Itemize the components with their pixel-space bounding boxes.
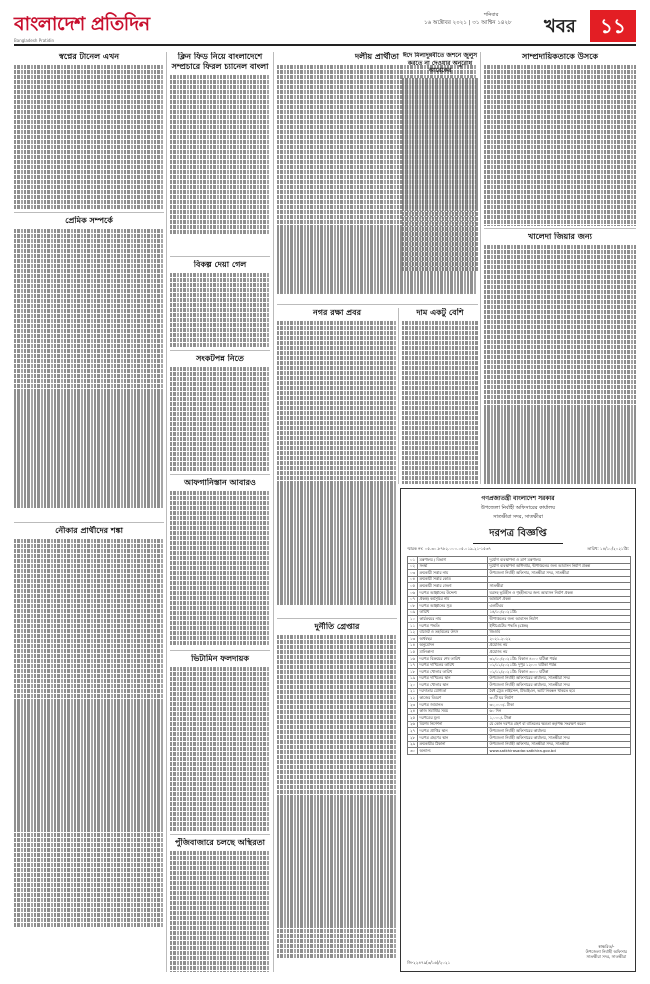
- row-value: জিওবি: [488, 629, 631, 636]
- row-value: উপজেলা নির্বাহী অফিসারের কার্যালয়, সাতক্ষীরা সদর: [488, 675, 631, 682]
- row-value: উপজেলা নির্বাহী অফিসারের কার্যালয়, সাতক্ষীরা সদর: [488, 735, 631, 742]
- row-number: ১২: [408, 629, 418, 636]
- row-label: অনুমোদন: [418, 642, 488, 649]
- row-label: দরপত্র বিক্রয়ের শেষ তারিখ: [418, 655, 488, 662]
- notice-ref-date: তারিখ: ১৪/১০/২০২১খ্রি:: [587, 546, 629, 551]
- row-number: ০৩: [408, 570, 418, 577]
- row-label: কাজ সমাপ্তির সময়: [418, 708, 488, 715]
- signature-block: [586, 944, 627, 959]
- row-value: ৩০টি ঘর নির্মাণ: [488, 695, 631, 702]
- row-label: ক্রয়কারীর ঠিকানা: [418, 741, 488, 748]
- row-number: ১৮: [408, 669, 418, 676]
- row-value: www.satkhirasadar.satkhira.gov.bd: [488, 748, 631, 755]
- row-label: বাজেট ও তহবিলের উৎস: [418, 629, 488, 636]
- headline: প্রেমিক সম্পর্কে: [65, 216, 113, 225]
- row-value: এলটিএম: [488, 603, 631, 610]
- headline: স্বপ্নের টানেল এখন: [58, 52, 120, 61]
- article-body: [170, 851, 270, 972]
- column-rule: [398, 308, 399, 484]
- logo-text: বাংলাদেশ প্রতিদিন: [14, 13, 150, 35]
- article-body: [170, 273, 270, 347]
- row-value: দুর্যোগ ব্যবস্থাপনা অধিদপ্তর, দ্বীপাঞ্চলের জন্য আবাসন নির্মাণ প্রকল্প: [488, 563, 631, 570]
- divider: [170, 650, 270, 651]
- row-number: ২০: [408, 682, 418, 689]
- row-label: দরপত্র গ্রহণের স্থান: [418, 735, 488, 742]
- article-clean-feed: [170, 52, 270, 254]
- headline: দলীয় প্রার্থীতা: [354, 52, 400, 61]
- notice-reference: [401, 546, 635, 553]
- row-number: ০২: [408, 563, 418, 570]
- page-number: ১১: [590, 10, 636, 42]
- divider: [484, 228, 636, 229]
- notice-row: [408, 609, 631, 616]
- row-value: ০১/১১/২০২১খ্রি: দুপুর ১২:০০ ঘটিকা পর্যন্ত: [488, 662, 631, 669]
- row-value: [488, 576, 631, 583]
- row-value: ০১/১১/২০২১খ্রি: বিকাল ৩:০০ ঘটিকা: [488, 669, 631, 676]
- headline: সংকটপন্ন নিতে: [196, 354, 244, 363]
- row-label: প্রকল্প/ কর্মসূচির নাম: [418, 596, 488, 603]
- row-number: ০৫: [408, 583, 418, 590]
- notice-row: [408, 741, 631, 748]
- notice-row: [408, 576, 631, 583]
- notice-row: [408, 702, 631, 709]
- row-number: ০৬: [408, 589, 418, 596]
- article-price: [402, 308, 478, 484]
- row-label: তারিখ: [418, 609, 488, 616]
- row-number: ০৪: [408, 576, 418, 583]
- notice-row: [408, 688, 631, 695]
- notice-place: সাতক্ষীরা সদর, সাতক্ষীরা: [493, 514, 543, 520]
- headline: নৌকার প্রার্থীদের শঙ্কা: [55, 526, 123, 535]
- row-number: ১৯: [408, 675, 418, 682]
- notice-row: [408, 715, 631, 722]
- headline: দুর্নীতি গ্রেপ্তার: [314, 622, 360, 631]
- row-value: দুর্যোগ ব্যবস্থাপনা ও ত্রাণ মন্ত্রণালয়: [488, 557, 631, 564]
- row-value: ৬০ দিন: [488, 708, 631, 715]
- row-label: কার্যক্রমের নাম: [418, 616, 488, 623]
- notice-row: [408, 675, 631, 682]
- row-number: ২৪: [408, 708, 418, 715]
- row-value: ১,০০০/- টাকা: [488, 715, 631, 722]
- row-number: ১৭: [408, 662, 418, 669]
- row-label: দরপত্র আহ্বানের সূত্র: [418, 603, 488, 610]
- row-label: দরপত্র জামানত: [418, 702, 488, 709]
- row-label: মালিকানা: [418, 649, 488, 656]
- row-number: ৩০: [408, 748, 418, 755]
- notice-row: [408, 583, 631, 590]
- row-number: ২৩: [408, 702, 418, 709]
- row-value: উপজেলা নির্বাহী অফিসার, সাতক্ষীরা সদর, সাতক্ষীরা: [488, 570, 631, 577]
- newspaper-logo: [14, 10, 174, 43]
- row-number: ২৯: [408, 741, 418, 748]
- article-alternative: [170, 260, 270, 348]
- article-body: [402, 78, 478, 272]
- row-value: উপজেলা নির্বাহী অফিসারের কার্যালয়: [488, 728, 631, 735]
- notice-header: [401, 493, 635, 522]
- divider: [170, 256, 270, 257]
- notice-row: [408, 669, 631, 676]
- row-label: ক্রয়কারী সত্তার নাম: [418, 570, 488, 577]
- row-number: ২৬: [408, 721, 418, 728]
- row-label: দরপত্রের মূল্য: [418, 715, 488, 722]
- article-stock-market: [170, 838, 270, 972]
- notice-row: [408, 662, 631, 669]
- row-number: ২৭: [408, 728, 418, 735]
- article-milad: [402, 52, 478, 272]
- article-khaleda: [484, 232, 636, 484]
- row-number: ১০: [408, 616, 418, 623]
- row-value: সাতক্ষীরা: [488, 583, 631, 590]
- notice-row: [408, 735, 631, 742]
- column-rule: [273, 52, 274, 972]
- masthead: [14, 6, 636, 46]
- notice-table: [407, 556, 631, 755]
- row-value: ৩১/১০/২০২১খ্রি: বিকাল ৪:০০ ঘটিকা পর্যন্ত: [488, 655, 631, 662]
- row-number: ২২: [408, 695, 418, 702]
- row-number: ০৯: [408, 609, 418, 616]
- notice-row: [408, 695, 631, 702]
- headline: বিকল্প দেয়া গেল: [193, 260, 247, 269]
- divider: [277, 618, 397, 619]
- row-label: মন্ত্রণালয় / বিভাগ: [418, 557, 488, 564]
- notice-row: [408, 708, 631, 715]
- row-label: দরপত্র আহ্বানের উদ্দেশ্য: [418, 589, 488, 596]
- row-number: ১৬: [408, 655, 418, 662]
- row-number: ০১: [408, 557, 418, 564]
- issue-day: শনিবার: [484, 12, 499, 18]
- article-body: [170, 367, 270, 472]
- article-communal: [484, 52, 636, 226]
- row-label: দরপত্র খোলার তারিখ: [418, 669, 488, 676]
- notice-org: গণপ্রজাতন্ত্রী বাংলাদেশ সরকার: [481, 495, 555, 502]
- notice-row: [408, 622, 631, 629]
- article-city-protection: [277, 308, 397, 616]
- notice-ref-number: স্মারক নং: ০৫.৩০.৮৭৮২.০০০.০৫.০১৯.২১-১৫৩৭: [407, 546, 492, 551]
- row-number: ০৮: [408, 603, 418, 610]
- notice-row: [408, 616, 631, 623]
- notice-row: [408, 721, 631, 728]
- notice-row: [408, 636, 631, 643]
- notice-row: [408, 596, 631, 603]
- notice-row: [408, 649, 631, 656]
- row-value: দ্বীপাঞ্চলের জন্য আবাসন নির্মাণ: [488, 616, 631, 623]
- row-label: দরপত্র পদ্ধতি: [418, 622, 488, 629]
- section-name: খবর: [544, 16, 576, 37]
- article-body: [170, 491, 270, 645]
- row-label: অর্থবছর: [418, 636, 488, 643]
- issue-date: ১৬ অক্টোবর ২০২১ | ৩১ আশ্বিন ১৪২৮: [424, 20, 512, 26]
- article-body: [14, 539, 164, 927]
- row-number: ২১: [408, 688, 418, 695]
- notice-row: [408, 570, 631, 577]
- notice-row: [408, 655, 631, 662]
- headline: নগর রক্ষা প্রবর: [312, 308, 361, 317]
- column-rule: [480, 52, 481, 484]
- article-boat-candidates: [14, 526, 164, 972]
- notice-row: [408, 563, 631, 570]
- logo-subtitle: Bangladesh Pratidin: [14, 38, 55, 43]
- row-label: ক্রয়কারী সত্তার জেলা: [418, 583, 488, 590]
- notice-row: [408, 603, 631, 610]
- notice-row: [408, 728, 631, 735]
- column-rule: [166, 52, 167, 972]
- article-vitamin: [170, 654, 270, 832]
- divider: [14, 522, 164, 523]
- row-value: আশ্রয়ণ প্রকল্প: [488, 596, 631, 603]
- notice-row: [408, 748, 631, 755]
- row-label: সংস্থা: [418, 563, 488, 570]
- row-number: ১১: [408, 622, 418, 629]
- masthead-rule: [14, 44, 636, 46]
- article-love: [14, 216, 164, 520]
- article-body: [170, 667, 270, 831]
- row-number: ২৮: [408, 735, 418, 742]
- row-label: অন্যান্য: [418, 748, 488, 755]
- row-value: ১৪/১০/২০২১খ্রি:: [488, 609, 631, 616]
- signer: স্বাক্ষরিত/-: [598, 944, 615, 949]
- row-value: ৩০,০০০/- টাকা: [488, 702, 631, 709]
- article-body: [402, 321, 478, 484]
- divider: [170, 834, 270, 835]
- headline: আফগানিস্তান আবারও: [184, 478, 256, 487]
- headline: খালেদা জিয়ার জন্য: [528, 232, 592, 241]
- row-label: কাজের বিবরণ: [418, 695, 488, 702]
- row-value: ২০২১-২০২২: [488, 636, 631, 643]
- row-value: ইন্টিগ্রেটেড পদ্ধতি (LTM): [488, 622, 631, 629]
- row-value: প্রযোজ্য নয়: [488, 649, 631, 656]
- headline: ভিটামিন ফলদায়ক: [191, 654, 249, 663]
- row-number: ০৭: [408, 596, 418, 603]
- row-value: প্রযোজ্য নয়: [488, 642, 631, 649]
- headline: দাম একটু বেশি: [416, 308, 464, 317]
- section-badge: [544, 10, 636, 42]
- article-body: [14, 65, 164, 209]
- article-arrest: [277, 622, 397, 972]
- row-value: উপজেলা নির্বাহী অফিসার, সাতক্ষীরা সদর, সাতক্ষীরা: [488, 741, 631, 748]
- row-value: উপজেলা নির্বাহী অফিসারের কার্যালয়, সাতক্ষীরা সদর: [488, 682, 631, 689]
- notice-office: উপজেলা নির্বাহী অফিসারের কার্যালয়: [480, 505, 556, 511]
- signer-place: সাতক্ষীরা সদর, সাতক্ষীরা: [586, 954, 627, 959]
- headline: ক্লিন ফিড নিয়ে বাংলাদেশে সম্প্রচারে ফিরল চ্যানেল বাংলা: [171, 52, 269, 71]
- row-label: দরপত্র দাখিলের স্থান: [418, 675, 488, 682]
- row-number: ১৪: [408, 642, 418, 649]
- article-body: [484, 245, 636, 484]
- divider: [170, 474, 270, 475]
- notice-row: [408, 557, 631, 564]
- row-label: দরপত্র খোলার স্থান: [418, 682, 488, 689]
- row-value: যে কোন দরপত্র গ্রহণ বা বাতিলের ক্ষমতা কর্তৃপক্ষ সংরক্ষণ করেন: [488, 721, 631, 728]
- row-label: দরপত্র প্রাপ্তির স্থান: [418, 728, 488, 735]
- ad-code: জি-২২৪৭৯(৩/১৬)/২০২১: [407, 960, 451, 965]
- notice-row: [408, 642, 631, 649]
- article-body: [484, 65, 636, 226]
- headline: সাম্প্রদায়িকতাকে উসকে: [521, 52, 599, 61]
- tender-notice: [400, 488, 636, 972]
- row-number: ১৫: [408, 649, 418, 656]
- headline: পুঁজিবাজারে চলছে অস্থিরতা: [175, 838, 265, 847]
- divider: [14, 212, 164, 213]
- row-value: ঘরসহ ভূমিহীন ও গৃহহীনদের জন্য আবাসন নির্মাণ প্রকল্প: [488, 589, 631, 596]
- row-label: দরপত্র দাখিলের তারিখ: [418, 662, 488, 669]
- article-body: [170, 75, 270, 234]
- row-label: দরদাতার যোগ্যতা: [418, 688, 488, 695]
- article-body: [277, 635, 397, 958]
- notice-row: [408, 682, 631, 689]
- article-body: [277, 321, 397, 605]
- notice-title: দরপত্র বিজ্ঞপ্তি: [473, 526, 563, 544]
- notice-row: [408, 629, 631, 636]
- row-number: ২৫: [408, 715, 418, 722]
- article-body: [14, 229, 164, 508]
- article-afghanistan: [170, 478, 270, 648]
- article-tunnel: [14, 52, 164, 210]
- divider: [170, 350, 270, 351]
- row-value: বৈধ ট্রেড লাইসেন্স, টিআইএন, ভ্যাট নিবন্ধন থাকতে হবে: [488, 688, 631, 695]
- headline: ঈদে মিলাদুন্নবীতে জশনে জুলুস করতে না দেওয়ার অনুরোধ আরেকের: [402, 52, 478, 74]
- article-crisis: [170, 354, 270, 472]
- row-label: বিশেষ নির্দেশনা: [418, 721, 488, 728]
- divider: [402, 304, 478, 305]
- signer-title: উপজেলা নির্বাহী অফিসার: [585, 949, 627, 954]
- row-number: ১৩: [408, 636, 418, 643]
- row-label: ক্রয়কারী সত্তার কোড: [418, 576, 488, 583]
- notice-row: [408, 589, 631, 596]
